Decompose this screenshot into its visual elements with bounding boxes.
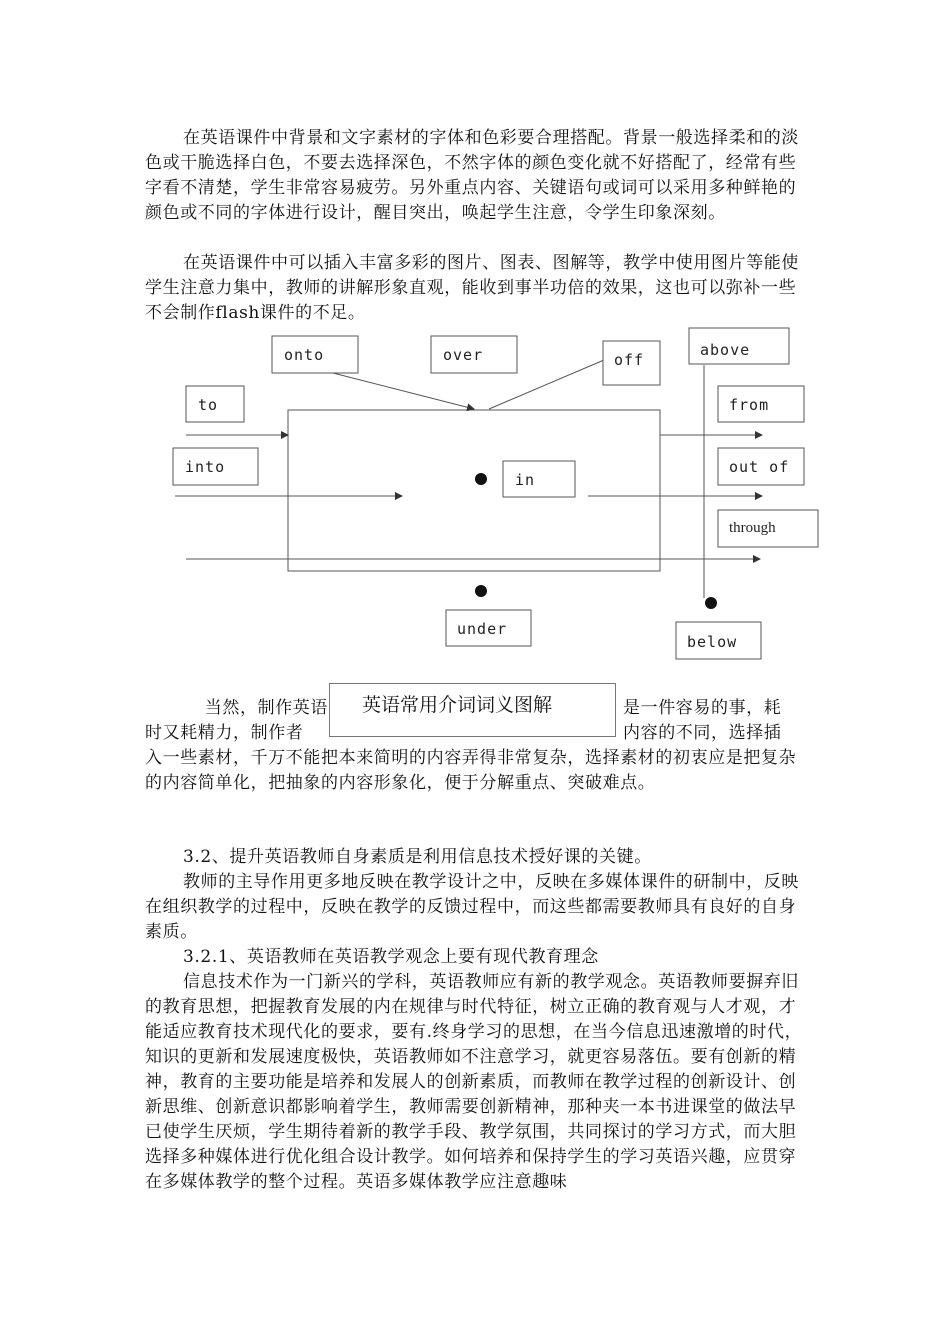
p3-line1-right: 是一件容易的事，耗 — [623, 698, 782, 718]
svg-text:off: off — [614, 351, 645, 369]
under-dot — [475, 585, 487, 597]
paragraph-font-color: 在英语课件中背景和文字素材的字体和色彩要合理搭配。背景一般选择柔和的淡色或干脆选择白色，不要去选择深色，不然字体的颜色变化就不好搭配了，经常有些字看不清楚，学生非常容易疲劳。另外重点内容、关键语句或词可以采用多种鲜艳的颜色或不同的字体进行设计，醒目突出，唤起学生注意，令学生印象深刻。 — [145, 128, 799, 223]
label-to — [186, 386, 244, 422]
in-dot — [475, 473, 487, 485]
svg-text:onto: onto — [284, 346, 325, 364]
label-off — [603, 341, 660, 385]
p3-line2-left: 时又耗精力，制作者 — [145, 723, 304, 743]
svg-text:above: above — [700, 341, 751, 359]
label-above — [689, 328, 789, 364]
svg-text:through: through — [729, 520, 776, 536]
paragraph-teacher-role: 教师的主导作用更多地反映在教学设计之中，反映在多媒体课件的研制中，反映在组织教学的过程中，反映在教学的反馈过程中，而这些都需要教师具有良好的自身素质。 — [145, 872, 799, 942]
paragraph-images: 在英语课件中可以插入丰富多彩的图片、图表、图解等，教学中使用图片等能使学生注意力集中，教师的讲解形象直观，能收到事半功倍的效果，这也可以弥补一些不会制作flash课件的不足。 — [145, 253, 799, 323]
svg-text:into: into — [185, 458, 226, 476]
label-below — [676, 622, 761, 659]
label-into — [173, 448, 258, 485]
p3-line2-right: 内容的不同，选择插 — [623, 723, 782, 743]
heading-3-2-1: 3.2.1、英语教师在英语教学观念上要有现代教育理念 — [183, 947, 599, 967]
onto-arrow — [333, 373, 474, 409]
svg-text:under: under — [457, 620, 508, 638]
svg-text:below: below — [687, 633, 738, 651]
label-through — [718, 510, 818, 547]
label-in — [503, 461, 575, 497]
p3-rest: 入一些素材，千万不能把本来简明的内容弄得非常复杂，选择素材的初衷应是把复杂的内容简单化，把抽象的内容形象化，便于分解重点、突破难点。 — [145, 748, 797, 793]
label-out-of — [718, 448, 804, 485]
p3-line1-left: 当然，制作英语 — [204, 698, 328, 718]
label-over — [431, 336, 517, 373]
label-onto — [272, 336, 358, 373]
paragraph-modern-ideas: 信息技术作为一门新兴的学科，英语教师应有新的教学观念。英语教师要摒弃旧的教育思想，把握教育发展的内在规律与时代特征，树立正确的教育观与人才观，才能适应教育技术现代化的要求，要有.终身学习的思想，在当今信息迅速激增的时代，知识的更新和发展速度极快，英语教师如不注意学习，就更容易落伍。要有创新的精神，教育的主要功能是培养和发展人的创新素质，而教师在教学过程的创新设计、创新思维、创新意识都影响着学生，教师需要创新精神，那种夹一本书进课堂的做法早已使学生厌烦，学生期待着新的教学手段、教学氛围，共同探讨的学习方式，而大胆选择多种媒体进行优化组合设计教学。如何培养和保持学生的学习英语兴趣，应贯穿在多媒体教学的整个过程。英语多媒体教学应注意趣味 — [145, 972, 803, 1192]
svg-text:over: over — [443, 346, 484, 364]
svg-text:from: from — [729, 396, 770, 414]
svg-text:to: to — [198, 396, 219, 414]
svg-text:in: in — [515, 471, 536, 489]
diagram-caption: 英语常用介词词义图解 — [362, 694, 553, 716]
container-box — [288, 410, 660, 571]
svg-text:out of: out of — [729, 458, 790, 476]
heading-3-2: 3.2、提升英语教师自身素质是利用信息技术授好课的关键。 — [183, 847, 652, 867]
label-from — [718, 386, 804, 422]
below-dot — [705, 597, 717, 609]
label-under — [446, 610, 531, 646]
